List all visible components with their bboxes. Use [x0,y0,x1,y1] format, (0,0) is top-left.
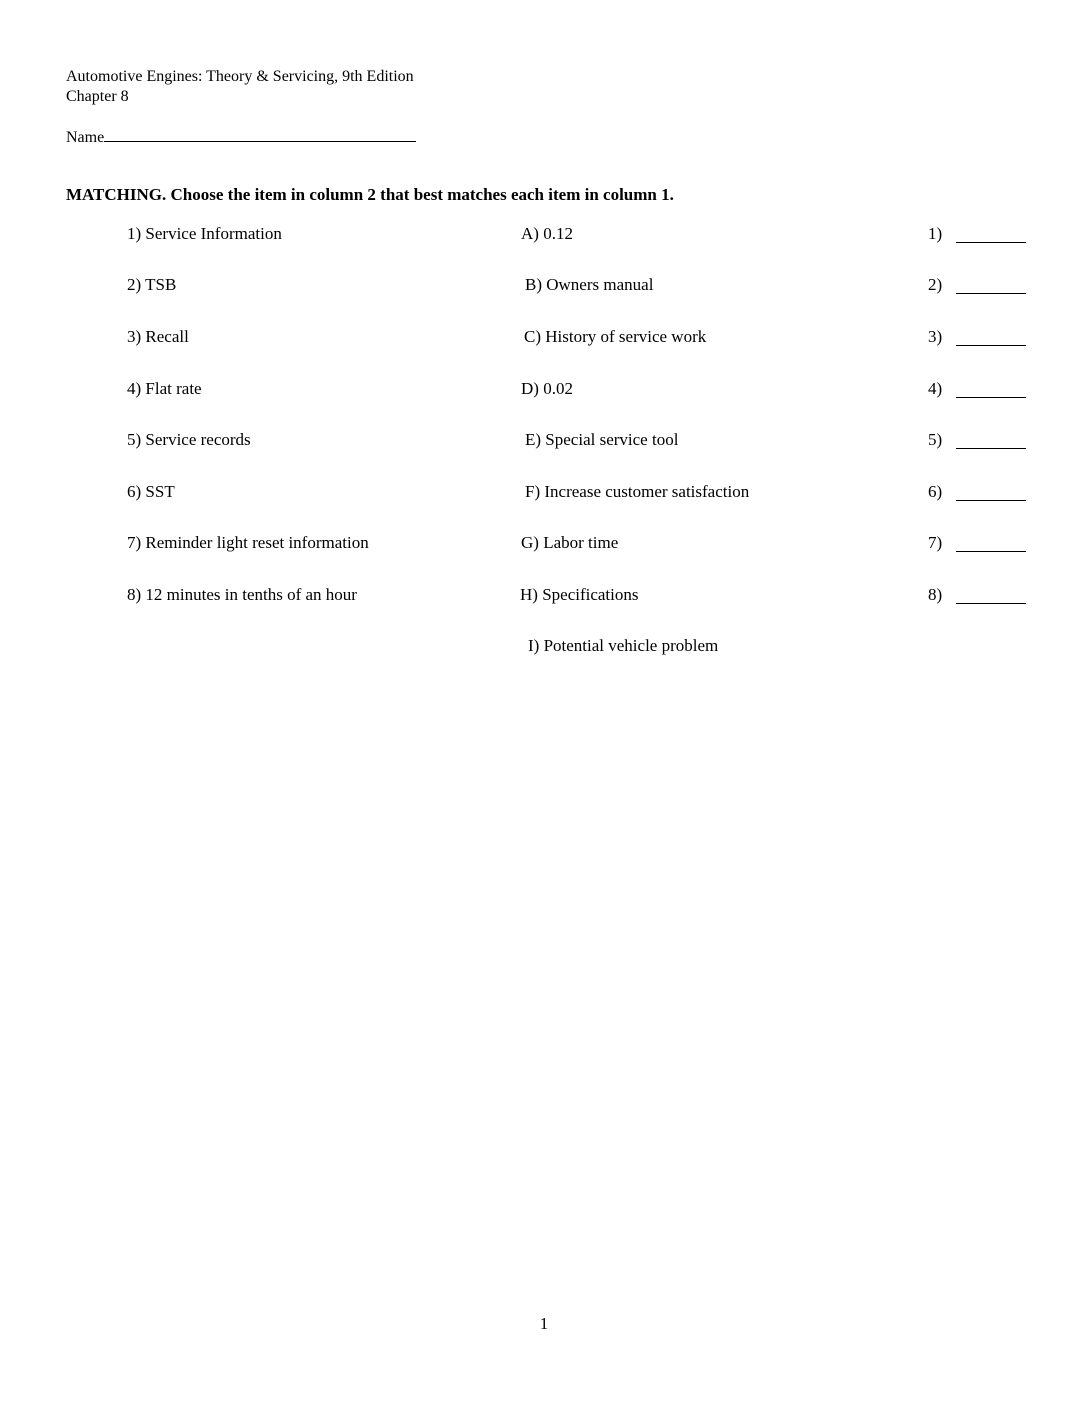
matching-row [0,378,1088,400]
column2-choice: D) 0.02 [521,379,573,398]
answer-blank-line[interactable] [956,500,1026,501]
chapter-label: Chapter 8 [66,88,129,105]
matching-row [0,481,1088,503]
matching-row [0,584,1088,606]
column1-term: 6) SST [127,482,175,501]
answer-number: 3) [928,327,943,346]
answer-blank-line[interactable] [956,293,1026,294]
matching-row [0,223,1088,245]
page-number: 1 [539,1314,549,1333]
column1-term: 2) TSB [127,275,177,294]
column2-choice: E) Special service tool [525,430,679,449]
column1-term: 8) 12 minutes in tenths of an hour [127,585,357,604]
matching-row-extra [0,635,1088,657]
answer-blank-line[interactable] [956,397,1026,398]
column2-choice: I) Potential vehicle problem [528,636,719,655]
column2-choice: G) Labor time [521,533,619,552]
column1-term: 5) Service records [127,430,251,449]
matching-instructions: MATCHING. Choose the item in column 2 that best matches each item in column 1. [66,185,674,204]
answer-number: 7) [928,533,943,552]
answer-blank-line[interactable] [956,603,1026,604]
answer-number: 8) [928,585,943,604]
matching-row [0,532,1088,554]
column1-term: 7) Reminder light reset information [127,533,369,552]
column1-term: 1) Service Information [127,224,282,243]
answer-blank-line[interactable] [956,345,1026,346]
column2-choice: H) Specifications [520,585,639,604]
matching-row [0,326,1088,348]
answer-number: 4) [928,379,943,398]
answer-number: 1) [928,224,943,243]
column2-choice: F) Increase customer satisfaction [525,482,750,501]
answer-number: 2) [928,275,943,294]
name-label: Name [66,129,105,146]
book-title: Automotive Engines: Theory & Servicing, 9th Edition [66,68,414,85]
matching-row [0,429,1088,451]
answer-blank-line[interactable] [956,551,1026,552]
matching-row [0,274,1088,296]
name-blank-line[interactable] [104,125,416,142]
answer-blank-line[interactable] [956,242,1026,243]
column1-term: 3) Recall [127,327,189,346]
answer-number: 6) [928,482,943,501]
column1-term: 4) Flat rate [127,379,202,398]
answer-blank-line[interactable] [956,448,1026,449]
column2-choice: B) Owners manual [525,275,654,294]
name-field [66,125,416,148]
column2-choice: C) History of service work [524,327,707,346]
column2-choice: A) 0.12 [521,224,573,243]
answer-number: 5) [928,430,943,449]
